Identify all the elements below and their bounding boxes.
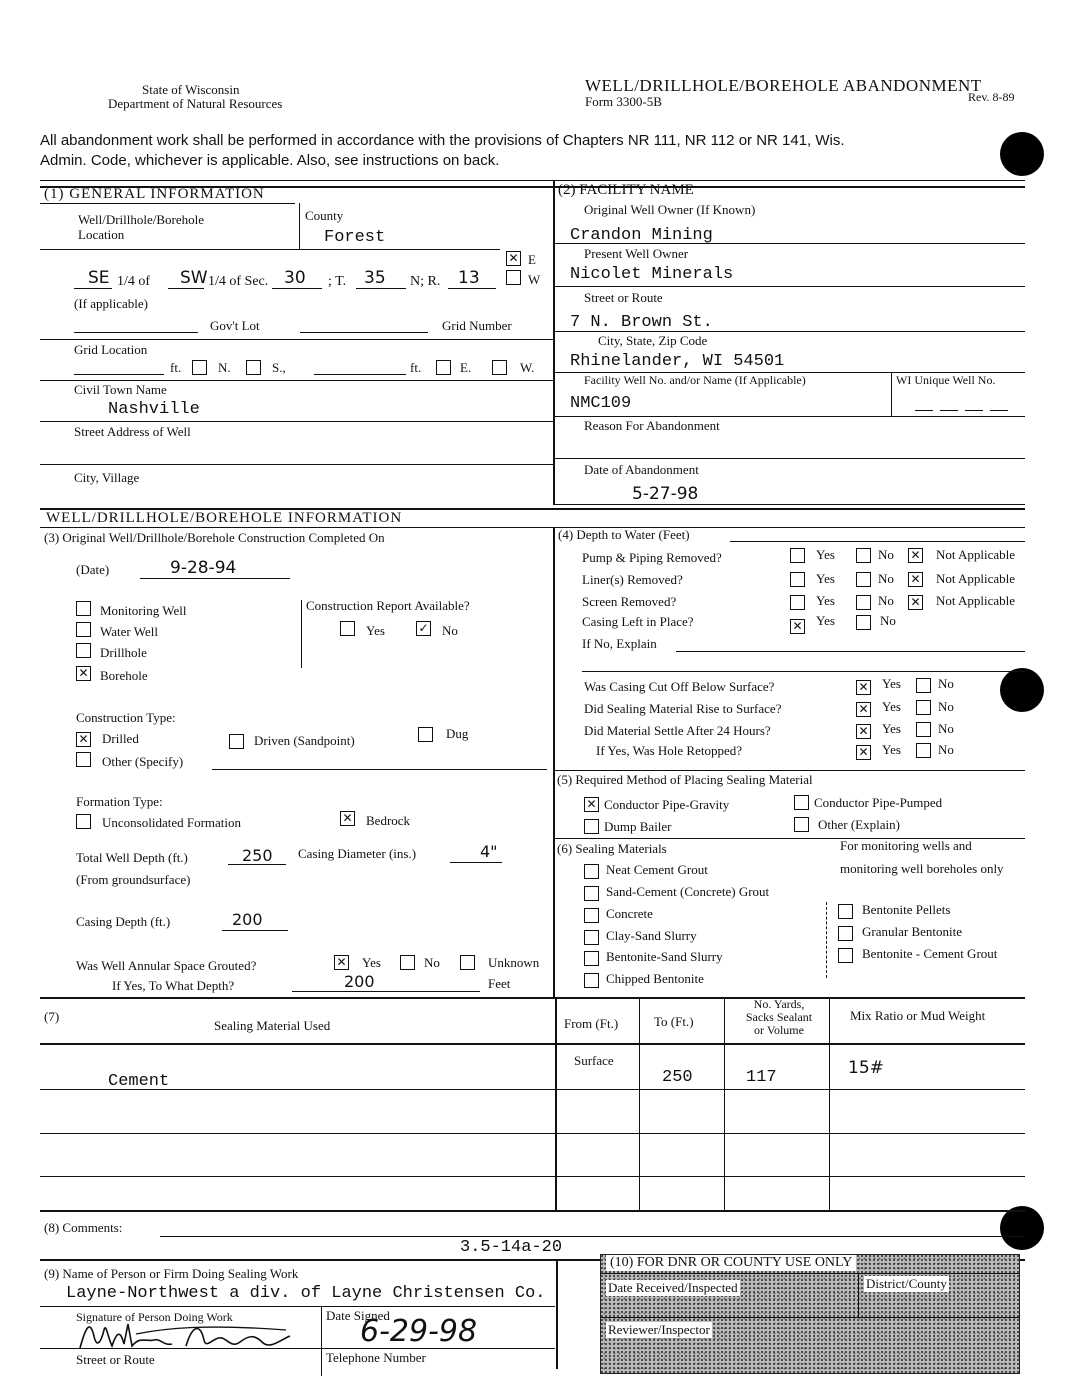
orig-construction-label: (3) Original Well/Drillhole/Borehole Construction Completed On: [44, 530, 385, 545]
cut-off-yes-label: Yes: [882, 676, 901, 691]
method-heading: (5) Required Method of Placing Sealing Material: [557, 772, 813, 787]
driven-label: Driven (Sandpoint): [254, 733, 355, 748]
rule: [891, 372, 892, 416]
rule: [600, 1273, 1020, 1274]
rule: [990, 410, 1008, 411]
dug-checkbox[interactable]: [418, 727, 433, 742]
table-row-rule: [40, 1133, 1025, 1134]
other-method-label: Other (Explain): [818, 817, 900, 832]
rule: [915, 410, 933, 411]
report-yes-label: Yes: [366, 623, 385, 638]
table-row-rule: [40, 1176, 1025, 1177]
reviewer-label: Reviewer/Inspector: [608, 1322, 710, 1337]
liner-no-checkbox[interactable]: [856, 572, 871, 587]
quarter-1-value: SE: [88, 268, 110, 288]
casing-left-no-checkbox[interactable]: [856, 615, 871, 630]
rule: [40, 1306, 555, 1307]
south-checkbox[interactable]: [246, 360, 261, 375]
civil-town-value: Nashville: [108, 400, 200, 419]
concrete-checkbox[interactable]: [584, 908, 599, 923]
general-info-heading: (1) GENERAL INFORMATION: [44, 186, 265, 202]
pump-no-checkbox[interactable]: [856, 548, 871, 563]
present-owner-value: Nicolet Minerals: [570, 265, 734, 284]
street-route-value: 7 N. Brown St.: [570, 313, 713, 332]
bedrock-checkbox[interactable]: ✕: [340, 811, 355, 826]
col-yards: [732, 998, 826, 1037]
section-rule: [40, 1210, 1025, 1212]
water-well-label: Water Well: [100, 624, 158, 639]
liner-yes-label: Yes: [816, 571, 835, 586]
depth-to-water-label: (4) Depth to Water (Feet): [558, 527, 690, 542]
cut-off-no-label: No: [938, 676, 954, 691]
rise-to-surface-label: Did Sealing Material Rise to Surface?: [584, 701, 782, 716]
facility-heading: (2) FACILITY NAME: [558, 182, 694, 198]
retopped-no-label: No: [938, 742, 954, 757]
north-checkbox[interactable]: [192, 360, 207, 375]
drilled-label: Drilled: [102, 731, 139, 746]
report-available-label: Construction Report Available?: [306, 598, 470, 613]
granular-bentonite-label: Granular Bentonite: [862, 924, 962, 939]
settle-label: Did Material Settle After 24 Hours?: [584, 723, 771, 738]
retopped-yes-checkbox[interactable]: ✕: [856, 745, 871, 760]
location-label: Well/Drillhole/Borehole Location: [78, 212, 205, 242]
pump-yes-label: Yes: [816, 547, 835, 562]
dump-bailer-checkbox[interactable]: [584, 819, 599, 834]
settle-yes-label: Yes: [882, 721, 901, 736]
punch-hole: [1000, 668, 1044, 712]
grouted-yes-checkbox[interactable]: ✕: [334, 955, 349, 970]
pump-no-label: No: [878, 547, 894, 562]
explain-label: If No, Explain: [582, 636, 657, 651]
county-label: County: [305, 208, 344, 223]
construction-date-label: (Date): [76, 562, 110, 577]
grouted-no-label: No: [424, 955, 440, 970]
section-7-number: (7): [44, 1009, 60, 1024]
column-divider: [553, 180, 555, 505]
signature: [76, 1316, 306, 1356]
rule: [553, 416, 1025, 417]
rule: [858, 1273, 859, 1317]
settle-no-checkbox[interactable]: [916, 722, 931, 737]
what-depth-value: 200: [344, 972, 375, 991]
row-1-yards: 117: [746, 1068, 777, 1087]
pump-removed-label: Pump & Piping Removed?: [582, 550, 722, 565]
col-yards-line-2: Sacks Sealant: [745, 1010, 813, 1024]
rule: [160, 1236, 1025, 1237]
rule: [676, 651, 1025, 652]
rule: [450, 862, 502, 863]
pump-na-checkbox[interactable]: ✕: [908, 548, 923, 563]
orig-owner-label: Original Well Owner (If Known): [584, 202, 756, 217]
unconsolidated-checkbox[interactable]: [76, 814, 91, 829]
rise-yes-checkbox[interactable]: ✕: [856, 702, 871, 717]
section-rule: [40, 997, 1025, 999]
rule: [40, 339, 553, 340]
drillhole-label: Drillhole: [100, 645, 147, 660]
table-col-divider: [639, 997, 640, 1210]
col-material: Sealing Material Used: [214, 1018, 331, 1033]
formation-type-label: Formation Type:: [76, 794, 163, 809]
screen-na-checkbox[interactable]: ✕: [908, 595, 923, 610]
col-yards-line-1: No. Yards,: [753, 997, 805, 1011]
gravity-checkbox[interactable]: ✕: [584, 797, 599, 812]
street-route-label: Street or Route: [584, 290, 663, 305]
rule: [553, 331, 1025, 332]
rise-yes-label: Yes: [882, 699, 901, 714]
west-label: W: [528, 272, 541, 287]
rule: [321, 1306, 322, 1376]
rule: [553, 243, 1025, 244]
table-header-rule: [40, 1043, 1025, 1045]
borehole-checkbox[interactable]: ✕: [76, 666, 91, 681]
table-row-rule: [40, 1089, 1025, 1090]
date-signed-value: 6-29-98: [360, 1314, 478, 1349]
range-value: 13: [458, 268, 480, 288]
cut-off-no-checkbox[interactable]: [916, 678, 931, 693]
abandonment-date-label: Date of Abandonment: [584, 462, 699, 477]
facility-well-no-label: Facility Well No. and/or Name (If Applicable): [584, 373, 806, 387]
city-village-label: City, Village: [74, 470, 140, 485]
city-state-value: Rhinelander, WI 54501: [570, 352, 785, 371]
rule: [448, 288, 496, 289]
township-value: 35: [364, 268, 386, 288]
report-yes-checkbox[interactable]: [340, 621, 355, 636]
borehole-label: Borehole: [100, 668, 148, 683]
rule: [553, 770, 1025, 771]
rule: [40, 421, 553, 422]
rule: [40, 203, 295, 204]
rule: [356, 288, 406, 289]
column-divider: [556, 1259, 558, 1369]
settle-yes-checkbox[interactable]: ✕: [856, 724, 871, 739]
row-1-from: Surface: [574, 1053, 614, 1068]
rule: [940, 410, 958, 411]
rule: [272, 288, 322, 289]
granular-bentonite-checkbox[interactable]: [838, 926, 853, 941]
neat-cement-checkbox[interactable]: [584, 864, 599, 879]
rule: [222, 930, 288, 931]
pump-na-label: Not Applicable: [936, 547, 1016, 562]
date-signed-label: Date Signed: [326, 1308, 390, 1323]
water-well-checkbox[interactable]: [76, 622, 91, 637]
telephone-label: Telephone Number: [326, 1350, 426, 1365]
rule: [212, 769, 547, 770]
east-grid-checkbox[interactable]: [436, 360, 451, 375]
rule: [74, 374, 164, 375]
form-title: WELL/DRILLHOLE/BOREHOLE ABANDONMENT: [585, 76, 982, 95]
monitoring-note-1: For monitoring wells and: [840, 838, 972, 853]
dump-bailer-label: Dump Bailer: [604, 819, 672, 834]
rule: [965, 410, 983, 411]
gravity-label: Conductor Pipe-Gravity: [604, 797, 730, 812]
county-value: Forest: [324, 228, 386, 247]
col-to: To (Ft.): [654, 1014, 694, 1029]
neat-cement-label: Neat Cement Grout: [606, 862, 708, 877]
rule: [168, 288, 204, 289]
driven-checkbox[interactable]: [229, 734, 244, 749]
bentonite-pellets-label: Bentonite Pellets: [862, 902, 951, 917]
rule: [553, 286, 1025, 287]
liner-yes-checkbox[interactable]: [790, 572, 805, 587]
from-ground-label: (From groundsurface): [76, 872, 191, 887]
dnr-heading: (10) FOR DNR OR COUNTY USE ONLY: [606, 1255, 856, 1271]
rule: [40, 1348, 555, 1349]
street-address-label: Street Address of Well: [74, 424, 191, 439]
total-depth-label: Total Well Depth (ft.): [76, 850, 188, 865]
if-applicable-label: (If applicable): [74, 296, 148, 311]
pump-yes-checkbox[interactable]: [790, 548, 805, 563]
screen-yes-label: Yes: [816, 593, 835, 608]
bentonite-cement-label: Bentonite - Cement Grout: [862, 946, 998, 961]
quarter-1-label: 1/4 of: [117, 274, 151, 289]
grouted-yes-label: Yes: [362, 955, 381, 970]
casing-left-yes-label: Yes: [816, 613, 835, 628]
east-checkbox[interactable]: ✕: [506, 251, 521, 266]
casing-left-yes-checkbox[interactable]: ✕: [790, 619, 805, 634]
range-label: N; R.: [410, 274, 441, 289]
col-from: From (Ft.): [564, 1016, 619, 1031]
clay-sand-label: Clay-Sand Slurry: [606, 928, 697, 943]
south-label: S.,: [272, 360, 286, 375]
form-revision: Rev. 8-89: [968, 90, 1015, 104]
what-depth-label: If Yes, To What Depth?: [112, 978, 235, 993]
abandonment-date-value: 5-27-98: [632, 484, 699, 504]
rule: [140, 578, 290, 579]
other-construction-checkbox[interactable]: [76, 752, 91, 767]
rule: [582, 671, 1025, 672]
sealer-label: (9) Name of Person or Firm Doing Sealing Work: [44, 1266, 299, 1281]
rule: [40, 464, 553, 465]
dnr-box-border: [600, 1254, 1020, 1374]
chipped-bentonite-checkbox[interactable]: [584, 973, 599, 988]
punch-hole: [1000, 132, 1044, 176]
sealing-heading: (6) Sealing Materials: [557, 841, 667, 856]
comments-label: (8) Comments:: [44, 1220, 123, 1235]
retopped-no-checkbox[interactable]: [916, 743, 931, 758]
rule: [826, 902, 827, 978]
bentonite-sand-label: Bentonite-Sand Slurry: [606, 949, 723, 964]
casing-diameter-value: 4": [480, 842, 498, 861]
monitoring-well-checkbox[interactable]: [76, 601, 91, 616]
comments-code: 3.5-14a-20: [460, 1238, 563, 1257]
west-checkbox[interactable]: [506, 270, 521, 285]
east-label: E: [528, 252, 536, 267]
instructions-line-2: Admin. Code, whichever is applicable. Also, see instructions on back.: [40, 152, 500, 169]
street-route-label-9: Street or Route: [76, 1352, 155, 1367]
casing-diameter-label: Casing Diameter (ins.): [298, 846, 417, 861]
monitoring-well-label: Monitoring Well: [100, 603, 187, 618]
report-no-checkbox[interactable]: ✓: [416, 621, 431, 636]
col-yards-line-3: or Volume: [754, 1023, 804, 1037]
orig-owner-value: Crandon Mining: [570, 226, 713, 245]
sand-cement-label: Sand-Cement (Concrete) Grout: [606, 884, 770, 899]
rule: [301, 600, 302, 668]
township-label: ; T.: [328, 274, 347, 289]
screen-yes-checkbox[interactable]: [790, 595, 805, 610]
quarter-2-label: 1/4 of Sec.: [208, 274, 269, 289]
instructions-line-1: All abandonment work shall be performed in accordance with the provisions of Chapters NR 111, NR 112 or NR 141, Wis.: [40, 132, 845, 149]
rule: [40, 380, 553, 381]
rule: [600, 1317, 1020, 1318]
present-owner-label: Present Well Owner: [584, 246, 689, 261]
drilled-checkbox[interactable]: ✕: [76, 732, 91, 747]
col-mix: Mix Ratio or Mud Weight: [850, 1008, 986, 1023]
state-name: State of Wisconsin: [142, 82, 240, 97]
rule: [40, 527, 1025, 528]
grid-number-label: Grid Number: [442, 318, 512, 333]
well-info-heading: WELL/DRILLHOLE/BOREHOLE INFORMATION: [46, 510, 403, 526]
bentonite-cement-checkbox[interactable]: [838, 948, 853, 963]
bentonite-pellets-checkbox[interactable]: [838, 904, 853, 919]
bentonite-sand-checkbox[interactable]: [584, 951, 599, 966]
signature-label: Signature of Person Doing Work: [76, 1310, 233, 1324]
settle-no-label: No: [938, 721, 954, 736]
quarter-2-value: SW: [180, 268, 208, 288]
rule: [74, 288, 112, 289]
rule: [228, 864, 286, 865]
screen-no-label: No: [878, 593, 894, 608]
construction-date-value: 9-28-94: [170, 558, 237, 578]
liner-no-label: No: [878, 571, 894, 586]
rule: [40, 249, 500, 250]
other-method-checkbox[interactable]: [794, 817, 809, 832]
table-col-divider: [555, 997, 557, 1210]
other-specify-label: Other (Specify): [102, 754, 184, 769]
casing-cut-off-label: Was Casing Cut Off Below Surface?: [584, 679, 775, 694]
column-divider: [553, 527, 555, 997]
section-value: 30: [284, 268, 306, 288]
concrete-label: Concrete: [606, 906, 653, 921]
row-1-material: Cement: [108, 1072, 170, 1091]
grouted-unknown-checkbox[interactable]: [460, 955, 475, 970]
rise-no-checkbox[interactable]: [916, 700, 931, 715]
rise-no-label: No: [938, 699, 954, 714]
liner-na-label: Not Applicable: [936, 571, 1016, 586]
annular-grouted-label: Was Well Annular Space Grouted?: [76, 958, 257, 973]
retopped-label: If Yes, Was Hole Retopped?: [596, 743, 743, 758]
cut-off-yes-checkbox[interactable]: ✕: [856, 680, 871, 695]
liner-na-checkbox[interactable]: ✕: [908, 572, 923, 587]
chipped-bentonite-label: Chipped Bentonite: [606, 971, 704, 986]
facility-well-no-value: NMC109: [570, 394, 632, 413]
feet-label: Feet: [488, 976, 511, 991]
section-top-rule-thin: [40, 180, 1025, 181]
ft-label: ft.: [170, 360, 182, 375]
monitoring-note-2: monitoring well boreholes only: [840, 861, 1004, 876]
form-number: Form 3300-5B: [585, 94, 662, 109]
sand-cement-checkbox[interactable]: [584, 886, 599, 901]
grouted-unknown-label: Unknown: [488, 955, 540, 970]
rule: [74, 332, 198, 333]
table-col-divider: [724, 997, 725, 1210]
west-grid-label: W.: [520, 360, 535, 375]
screen-na-label: Not Applicable: [936, 593, 1016, 608]
district-county-label: District/County: [866, 1276, 947, 1291]
rule: [730, 541, 1025, 542]
drillhole-checkbox[interactable]: [76, 643, 91, 658]
casing-left-no-label: No: [880, 613, 896, 628]
casing-left-label: Casing Left in Place?: [582, 614, 694, 629]
screen-no-checkbox[interactable]: [856, 595, 871, 610]
civil-town-label: Civil Town Name: [74, 382, 167, 397]
pumped-label: Conductor Pipe-Pumped: [814, 795, 943, 810]
pumped-checkbox[interactable]: [794, 795, 809, 810]
casing-depth-value: 200: [232, 910, 263, 929]
rule: [292, 991, 480, 992]
unconsolidated-label: Unconsolidated Formation: [102, 815, 242, 830]
liner-removed-label: Liner(s) Removed?: [582, 572, 683, 587]
east-grid-label: E.: [460, 360, 472, 375]
sealer-name: Layne-Northwest a div. of Layne Christensen Co.: [66, 1284, 546, 1303]
grid-location-label: Grid Location: [74, 342, 148, 357]
date-received-label: Date Received/Inspected: [608, 1280, 738, 1295]
casing-depth-label: Casing Depth (ft.): [76, 914, 171, 929]
bedrock-label: Bedrock: [366, 813, 411, 828]
rule: [299, 203, 300, 249]
report-no-label: No: [442, 623, 458, 638]
department-name: Department of Natural Resources: [108, 96, 283, 111]
clay-sand-checkbox[interactable]: [584, 930, 599, 945]
west-grid-checkbox[interactable]: [492, 360, 507, 375]
city-state-label: City, State, Zip Code: [598, 333, 708, 348]
row-1-to: 250: [662, 1068, 693, 1087]
reason-label: Reason For Abandonment: [584, 418, 720, 433]
ft-label: ft.: [410, 360, 422, 375]
govt-lot-label: Gov't Lot: [210, 318, 260, 333]
retopped-yes-label: Yes: [882, 742, 901, 757]
construction-type-label: Construction Type:: [76, 710, 176, 725]
screen-removed-label: Screen Removed?: [582, 594, 677, 609]
rule: [314, 374, 406, 375]
punch-hole: [1000, 1206, 1044, 1250]
total-depth-value: 250: [242, 846, 273, 865]
rule: [300, 332, 428, 333]
wi-unique-label: WI Unique Well No.: [896, 373, 996, 387]
grouted-no-checkbox[interactable]: [400, 955, 415, 970]
table-col-divider: [829, 997, 830, 1210]
rule: [553, 458, 1025, 459]
row-1-mix: 15#: [848, 1058, 884, 1078]
north-label: N.: [218, 360, 231, 375]
dug-label: Dug: [446, 726, 469, 741]
rule: [553, 504, 1025, 505]
